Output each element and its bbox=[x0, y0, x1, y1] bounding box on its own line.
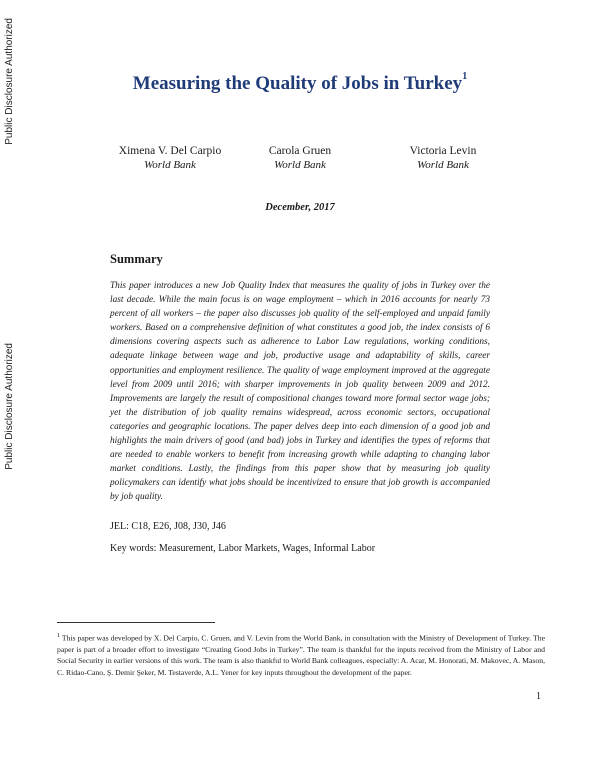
footnote-text: This paper was developed by X. Del Carpio, C. Gruen, and V. Levin from the World Bank, in consultation with the Ministry of Development of Turkey. The paper is part of a broader effort to investigate “Creating Good Jobs in Turkey”. The team is thankful for the inputs received from the Ministry of Labor and Social Security in earlier versions of this work. The team is also thankful to World Bank colleagues, especially: A. Acar, M. Honorati, M. Makovec, A. Mason, C. Ridao-Cano, Ş. Demir Şeker, M. Testaverde, A.L. Yener for key inputs throughout the development of the paper. bbox=[57, 633, 545, 677]
footnote-divider bbox=[57, 622, 215, 623]
title-footnote-marker: 1 bbox=[462, 71, 468, 82]
author-block-2 bbox=[240, 145, 360, 171]
author-name: Victoria Levin bbox=[409, 145, 477, 157]
footnote bbox=[57, 631, 545, 678]
page-number: 1 bbox=[536, 691, 541, 702]
publication-date: December, 2017 bbox=[265, 202, 335, 213]
paper-title bbox=[0, 73, 600, 95]
paper-title-text: Measuring the Quality of Jobs in Turkey bbox=[132, 73, 463, 94]
author-affiliation: World Bank bbox=[417, 159, 469, 171]
summary-heading: Summary bbox=[110, 252, 163, 266]
author-affiliation: World Bank bbox=[274, 159, 326, 171]
summary-text: This paper introduces a new Job Quality Index that measures the quality of jobs in Turkey over the last decade. While the main focus is on wage employment – which in 2016 accounts for nearly 73 percent of all workers – the paper also discusses job quality of the self-employed and unpaid family workers. Based on a comprehensive definition of what constitutes a good job, the index consists of 6 dimensions covering aspects such as adherence to Labor Law regulations, working conditions, adequate linkage between wage and job, productive usage and adaptability of skills, career opportunities and employment resilience. The quality of wage employment improved at the aggregate level from 2009 until 2016; with sharper improvements in job quality between 2009 and 2012. Improvements are largely the result of compositional changes toward more formal sector wage jobs; yet the distribution of job quality remains widespread, across economic sectors, occupational categories and geographic locations. The paper delves deep into each dimension of a good job and highlights the main drivers of good (and bad) jobs in Turkey and identifies the types of reforms that are needed to enable workers to benefit from increasing growth while adapting to changing labor market conditions. Lastly, the findings from this paper show that by measuring job quality policymakers can identify what jobs should be incentivized to ensure that job growth is accompanied by job quality. bbox=[110, 281, 490, 503]
keywords: Key words: Measurement, Labor Markets, Wages, Informal Labor bbox=[110, 543, 376, 554]
author-name: Carola Gruen bbox=[268, 145, 332, 157]
author-affiliation: World Bank bbox=[144, 159, 196, 171]
disclosure-stamp-bottom: Public Disclosure Authorized bbox=[4, 343, 15, 470]
jel-codes: JEL: C18, E26, J08, J30, J46 bbox=[110, 521, 226, 532]
author-name: Ximena V. Del Carpio bbox=[118, 145, 222, 157]
author-block-1 bbox=[110, 145, 230, 171]
disclosure-stamp-top: Public Disclosure Authorized bbox=[4, 18, 15, 145]
author-block-3 bbox=[383, 145, 503, 171]
footnote-marker: 1 bbox=[57, 633, 60, 639]
